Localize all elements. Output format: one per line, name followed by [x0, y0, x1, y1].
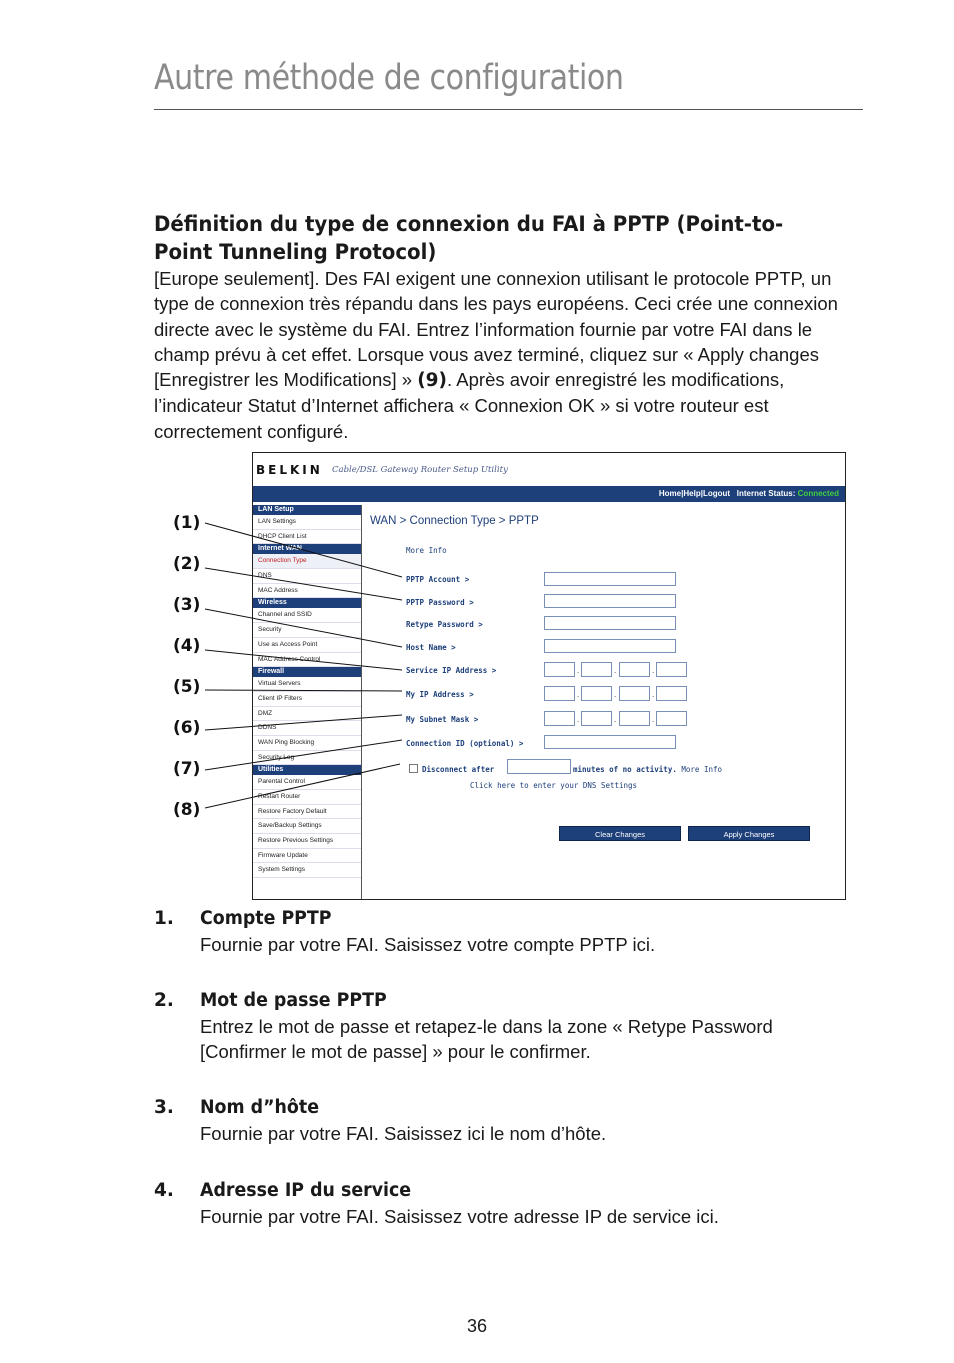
- apply-changes-button[interactable]: Apply Changes: [688, 826, 810, 841]
- item-description: Fournie par votre FAI. Saisissez votre compte PPTP ici.: [200, 934, 656, 955]
- my-ip-octet-4[interactable]: [656, 686, 687, 701]
- subnet-mask-label: My Subnet Mask >: [406, 715, 479, 724]
- sidebar-item-channel-ssid[interactable]: Channel and SSID: [253, 608, 361, 623]
- ip-dot: .: [577, 715, 580, 724]
- host-name-input[interactable]: [544, 639, 676, 653]
- sidebar-item-wan-ping-blocking[interactable]: WAN Ping Blocking: [253, 736, 361, 751]
- callout-5: (5): [173, 677, 201, 697]
- sidebar-item-connection-type[interactable]: Connection Type: [253, 554, 361, 569]
- sidebar-category-utilities: Utilities: [253, 765, 361, 775]
- sidebar-item-dhcp-client-list[interactable]: DHCP Client List: [253, 530, 361, 545]
- service-ip-octet-3[interactable]: [619, 662, 650, 677]
- subnet-mask-octet-1[interactable]: [544, 711, 575, 726]
- ip-dot: .: [577, 690, 580, 699]
- sidebar-item-restart-router[interactable]: Restart Router: [253, 790, 361, 805]
- service-ip-octet-4[interactable]: [656, 662, 687, 677]
- callout-2: (2): [173, 554, 201, 574]
- my-ip-octet-1[interactable]: [544, 686, 575, 701]
- intro-reference: (9): [417, 370, 448, 392]
- sidebar-item-security-log[interactable]: Security Log: [253, 751, 361, 766]
- disconnect-minutes-input[interactable]: [507, 759, 571, 774]
- disconnect-tail: [573, 765, 722, 774]
- nav-separator: |: [681, 489, 684, 498]
- dns-settings-link[interactable]: Click here to enter your DNS Settings: [470, 781, 638, 790]
- connection-id-input[interactable]: [544, 735, 676, 749]
- header-divider: [154, 109, 863, 110]
- belkin-logo: BELKIN: [256, 463, 323, 477]
- subnet-mask-octet-2[interactable]: [581, 711, 612, 726]
- ip-dot: .: [614, 715, 617, 724]
- sidebar-item-client-ip-filters[interactable]: Client IP Filters: [253, 692, 361, 707]
- more-info-link[interactable]: More Info: [406, 546, 447, 555]
- sidebar-item-security[interactable]: Security: [253, 623, 361, 638]
- item-title: Adresse IP du service: [200, 1180, 412, 1201]
- item-description: Fournie par votre FAI. Saisissez ici le nom d’hôte.: [200, 1123, 607, 1144]
- item-number: 2.: [154, 990, 174, 1011]
- my-ip-octet-3[interactable]: [619, 686, 650, 701]
- subnet-mask-octet-4[interactable]: [656, 711, 687, 726]
- intro-text-after: . Après avoir enregistré les modifications, l’indicateur Statut d’Internet affichera « Connexion OK » si votre routeur est correctement configuré.: [154, 369, 785, 442]
- nav-help-link[interactable]: Help: [683, 489, 701, 498]
- item-number: 3.: [154, 1097, 174, 1118]
- ip-dot: .: [577, 666, 580, 675]
- sidebar-item-parental-control[interactable]: Parental Control: [253, 775, 361, 790]
- disconnect-checkbox[interactable]: [409, 764, 418, 773]
- sidebar-item-dns[interactable]: DNS: [253, 569, 361, 584]
- clear-changes-button[interactable]: Clear Changes: [559, 826, 681, 841]
- ip-dot: .: [614, 666, 617, 675]
- nav-links: [659, 489, 839, 498]
- nav-separator: |: [700, 489, 703, 498]
- page-header-title: Autre méthode de configuration: [154, 58, 624, 98]
- sidebar-category-wireless: Wireless: [253, 598, 361, 608]
- pptp-account-label: PPTP Account >: [406, 575, 470, 584]
- ip-dot: .: [652, 666, 655, 675]
- callout-1: (1): [173, 513, 201, 533]
- section-heading: Définition du type de connexion du FAI à PPTP (Point-to-Point Tunneling Protocol): [154, 212, 784, 264]
- callout-8: (8): [173, 800, 201, 820]
- sidebar-item-firmware-update[interactable]: Firmware Update: [253, 849, 361, 864]
- host-name-label: Host Name >: [406, 643, 456, 652]
- retype-password-input[interactable]: [544, 616, 676, 630]
- retype-password-label: Retype Password >: [406, 620, 483, 629]
- sidebar-item-access-point[interactable]: Use as Access Point: [253, 638, 361, 653]
- sidebar-item-mac-address[interactable]: MAC Address: [253, 584, 361, 599]
- service-ip-octet-2[interactable]: [581, 662, 612, 677]
- brand-bar: [253, 453, 846, 485]
- sidebar-item-save-backup[interactable]: Save/Backup Settings: [253, 819, 361, 834]
- page-number: 36: [466, 1316, 488, 1336]
- disconnect-tail-text: minutes of no activity.: [573, 765, 677, 774]
- callout-7: (7): [173, 759, 201, 779]
- sidebar-item-mac-control[interactable]: MAC Address Control: [253, 653, 361, 668]
- ip-dot: .: [652, 690, 655, 699]
- ip-dot: .: [614, 690, 617, 699]
- callout-3: (3): [173, 595, 201, 615]
- top-nav-bar: [253, 486, 846, 502]
- subnet-mask-octet-3[interactable]: [619, 711, 650, 726]
- pptp-account-input[interactable]: [544, 572, 676, 586]
- disconnect-more-info-link[interactable]: More Info: [681, 765, 723, 774]
- service-ip-octet-1[interactable]: [544, 662, 575, 677]
- my-ip-octet-2[interactable]: [581, 686, 612, 701]
- item-title: Compte PPTP: [200, 908, 332, 929]
- ip-dot: .: [652, 715, 655, 724]
- sidebar-menu: [253, 505, 362, 900]
- router-screenshot: [252, 452, 846, 900]
- item-title: Nom d”hôte: [200, 1097, 319, 1118]
- utility-subtitle: Cable/DSL Gateway Router Setup Utility: [332, 465, 508, 475]
- callout-4: (4): [173, 636, 201, 656]
- sidebar-item-restore-factory[interactable]: Restore Factory Default: [253, 805, 361, 820]
- sidebar-item-virtual-servers[interactable]: Virtual Servers: [253, 677, 361, 692]
- internet-status-value: Connected: [797, 489, 839, 498]
- sidebar-item-dmz[interactable]: DMZ: [253, 707, 361, 722]
- sidebar-category-firewall: Firewall: [253, 667, 361, 677]
- sidebar-category-internet-wan: Internet WAN: [253, 544, 361, 554]
- item-number: 1.: [154, 908, 174, 929]
- item-description: Entrez le mot de passe et retapez-le dans la zone « Retype Password [Confirmer le mot de passe] » pour le confirmer.: [200, 1016, 773, 1063]
- sidebar-item-system-settings[interactable]: System Settings: [253, 863, 361, 878]
- sidebar-item-restore-previous[interactable]: Restore Previous Settings: [253, 834, 361, 849]
- pptp-password-input[interactable]: [544, 594, 676, 608]
- item-title: Mot de passe PPTP: [200, 990, 387, 1011]
- service-ip-label: Service IP Address >: [406, 666, 497, 675]
- nav-logout-link[interactable]: Logout: [702, 489, 731, 498]
- internet-status-label: Internet Status:: [736, 489, 796, 498]
- item-description: Fournie par votre FAI. Saisissez votre adresse IP de service ici.: [200, 1206, 719, 1227]
- pptp-password-label: PPTP Password >: [406, 598, 474, 607]
- connection-id-label: Connection ID (optional) >: [406, 739, 524, 748]
- sidebar-category-lan-setup: LAN Setup: [253, 505, 361, 515]
- main-page-title: WAN > Connection Type > PPTP: [370, 515, 539, 527]
- item-number: 4.: [154, 1180, 174, 1201]
- intro-text-before: [Europe seulement]. Des FAI exigent une connexion utilisant le protocole PPTP, un type de connexion très répandu dans les pays européens. Ceci crée une connexion directe avec le système du FAI. Entrez l’information fournie par votre FAI dans le champ prévu à cet effet. Lorsque vous avez terminé, cliquez sur « Apply changes [Enregistrer les Modifications] »: [154, 268, 838, 391]
- disconnect-label: Disconnect after: [422, 765, 495, 774]
- nav-home-link[interactable]: Home: [658, 489, 682, 498]
- callout-6: (6): [173, 718, 201, 738]
- sidebar-item-lan-settings[interactable]: LAN Settings: [253, 515, 361, 530]
- sidebar-item-ddns[interactable]: DDNS: [253, 721, 361, 736]
- my-ip-label: My IP Address >: [406, 690, 474, 699]
- intro-paragraph: [154, 266, 869, 444]
